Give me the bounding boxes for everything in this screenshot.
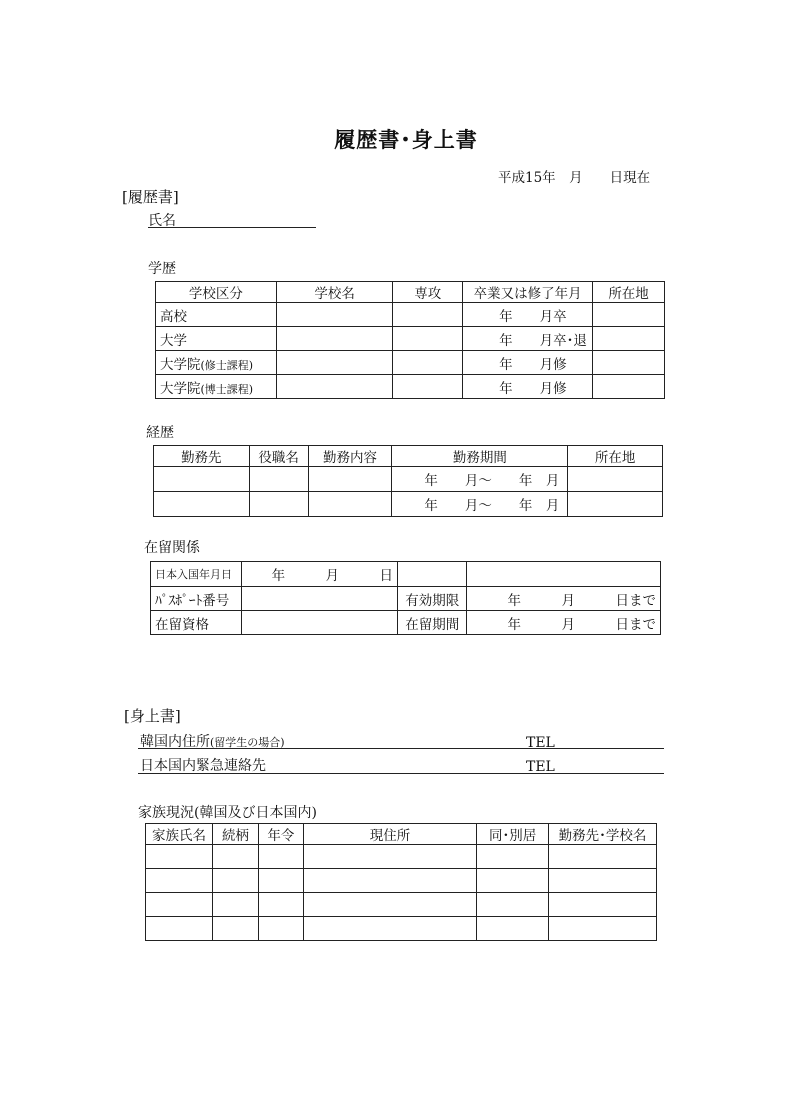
residence-blank-cell [467,562,661,587]
family-cell[interactable] [212,869,258,893]
education-header-school: 学校名 [276,282,393,303]
education-major-cell[interactable] [393,327,463,351]
family-cell[interactable] [258,893,303,917]
residence-blank-cell [398,562,467,587]
family-header-workplace: 勤務先･学校名 [549,824,657,845]
family-cell[interactable] [258,917,303,941]
family-cell[interactable] [146,917,213,941]
career-period[interactable]: 年 月～ 年 月 [392,492,568,517]
education-period[interactable]: 年 月修 [463,375,593,399]
career-position-cell[interactable] [249,492,308,517]
family-cell[interactable] [477,869,549,893]
education-label: 学歴 [148,261,176,277]
education-kubun [156,327,277,351]
education-header-location: 所在地 [593,282,665,303]
education-period[interactable]: 年 月卒 [463,303,593,327]
table-row [151,587,661,611]
family-cell[interactable] [477,845,549,869]
tel-label-1: TEL [526,735,555,751]
career-duties-cell[interactable] [308,467,392,492]
family-header-relation: 続柄 [212,824,258,845]
career-header-employer: 勤務先 [154,446,250,467]
family-cell[interactable] [146,869,213,893]
career-location-cell[interactable] [568,492,663,517]
table-row [146,869,657,893]
period-value[interactable]: 年 月 日まで [467,611,661,635]
education-kubun [156,351,277,375]
passport-label: ﾊﾟｽﾎﾟｰﾄ番号 [151,587,242,611]
family-cell[interactable] [212,917,258,941]
validity-value[interactable]: 年 月 日まで [467,587,661,611]
kubun-text: 大学 [160,332,187,349]
family-cell[interactable] [477,917,549,941]
career-header-duties: 勤務内容 [308,446,392,467]
kubun-text: 大学院 [160,380,201,397]
entry-date-label: 日本入国年月日 [151,562,242,587]
education-header-major: 専攻 [393,282,463,303]
education-location-cell[interactable] [593,375,665,399]
page-title: 履歴書･身上書 [334,127,478,152]
career-location-cell[interactable] [568,467,663,492]
family-cell[interactable] [146,893,213,917]
table-row [156,327,665,351]
table-row [156,375,665,399]
education-location-cell[interactable] [593,351,665,375]
family-header-name: 家族氏名 [146,824,213,845]
education-location-cell[interactable] [593,303,665,327]
table-row [151,611,661,635]
career-header-position: 役職名 [249,446,308,467]
education-period[interactable]: 年 月卒･退 [463,327,593,351]
education-header-graduation: 卒業又は修了年月 [463,282,593,303]
career-table [153,445,663,517]
education-kubun [156,303,277,327]
period-label: 在留期間 [398,611,467,635]
korea-address-note: (留学生の場合) [210,736,285,749]
table-row [154,492,663,517]
family-cell[interactable] [549,845,657,869]
family-cell[interactable] [549,869,657,893]
education-school-cell[interactable] [276,327,393,351]
family-cell[interactable] [212,893,258,917]
family-cell[interactable] [212,845,258,869]
passport-number-cell[interactable] [241,587,398,611]
kubun-text: 大学院 [160,356,201,373]
japan-contact-field[interactable] [138,773,664,774]
career-header-location: 所在地 [568,446,663,467]
family-cell[interactable] [258,845,303,869]
table-row [146,917,657,941]
education-header-kubun: 学校区分 [156,282,277,303]
status-label: 在留資格 [151,611,242,635]
education-school-cell[interactable] [276,303,393,327]
residence-label: 在留関係 [144,540,200,556]
education-kubun [156,375,277,399]
career-duties-cell[interactable] [308,492,392,517]
education-header-row [156,282,665,303]
kubun-note: (博士課程) [200,382,254,396]
family-cell[interactable] [303,845,476,869]
career-header-period: 勤務期間 [392,446,568,467]
korea-address-text: 韓国内住所 [140,734,210,750]
education-major-cell[interactable] [393,375,463,399]
table-row [151,562,661,587]
family-cell[interactable] [303,893,476,917]
table-row [146,893,657,917]
education-major-cell[interactable] [393,303,463,327]
family-cell[interactable] [303,917,476,941]
table-row [154,467,663,492]
family-header-age: 年令 [258,824,303,845]
education-school-cell[interactable] [276,351,393,375]
table-row [156,351,665,375]
family-cell[interactable] [549,893,657,917]
career-position-cell[interactable] [249,467,308,492]
japan-contact-label: 日本国内緊急連絡先 [140,758,266,774]
tel-label-2: TEL [526,759,555,775]
korea-address-field[interactable] [138,748,664,749]
family-cell[interactable] [477,893,549,917]
rirekisho-section-label: [履歴書] [122,188,179,206]
career-period[interactable]: 年 月～ 年 月 [392,467,568,492]
education-table [155,281,665,399]
family-cell[interactable] [258,869,303,893]
career-employer-cell[interactable] [154,467,250,492]
date-line: 平成15年 月 日現在 [498,170,651,186]
family-cell[interactable] [303,869,476,893]
name-label: 氏名 [148,213,176,229]
career-employer-cell[interactable] [154,492,250,517]
career-label: 経歴 [146,425,174,441]
education-location-cell[interactable] [593,327,665,351]
table-row [146,845,657,869]
name-field[interactable] [148,227,316,228]
family-table [145,823,657,941]
family-cell[interactable] [146,845,213,869]
status-cell[interactable] [241,611,398,635]
family-header-row [146,824,657,845]
education-school-cell[interactable] [276,375,393,399]
residence-table [150,561,661,635]
family-label: 家族現況(韓国及び日本国内) [138,805,317,821]
table-row [156,303,665,327]
validity-label: 有効期限 [398,587,467,611]
mijousho-section-label: [身上書] [124,707,181,725]
kubun-note: (修士課程) [200,358,254,372]
kubun-text: 高校 [160,308,187,325]
career-header-row [154,446,663,467]
family-header-cohabitation: 同･別居 [477,824,549,845]
education-major-cell[interactable] [393,351,463,375]
entry-date-value[interactable]: 年 月 日 [241,562,398,587]
family-header-address: 現住所 [303,824,476,845]
family-cell[interactable] [549,917,657,941]
education-period[interactable]: 年 月修 [463,351,593,375]
